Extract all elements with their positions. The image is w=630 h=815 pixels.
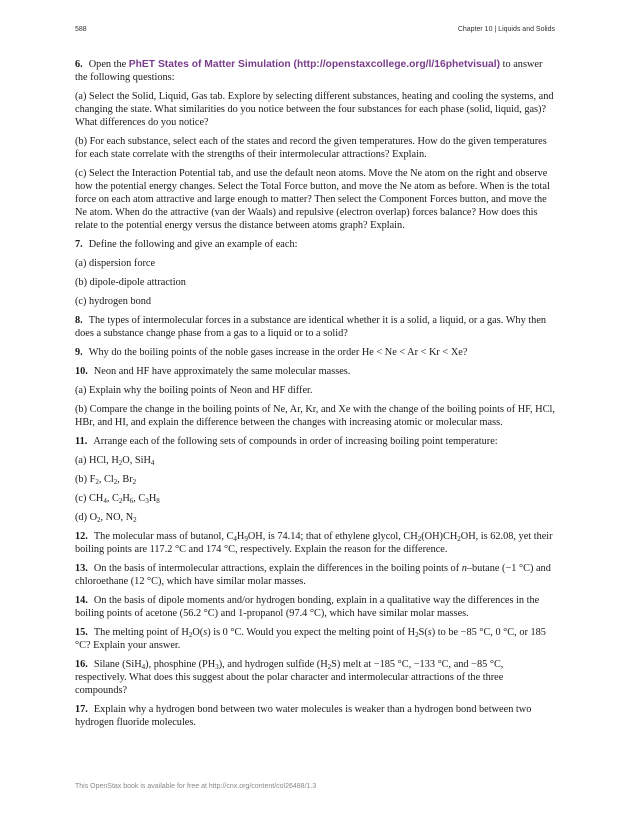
question-10: 10. Neon and HF have approximately the same molecular masses. bbox=[75, 366, 351, 377]
question-6b: (b) For each substance, select each of the states and record the given temperatures. How do the given temperatures for each state correlate with the strengths of their intermolecular attractions? Explain. bbox=[75, 136, 547, 160]
question-number: 17. bbox=[75, 704, 88, 715]
question-number: 12. bbox=[75, 531, 88, 542]
question-number: 6. bbox=[75, 59, 83, 70]
question-number: 9. bbox=[75, 347, 83, 358]
page-footer: This OpenStax book is available for free at http://cnx.org/content/col26488/1.3 bbox=[75, 783, 317, 790]
question-15: 15. The melting point of $H_2O(s)$ is 0 °C. Would you expect the melting point of $H_2S(s)$ to be −85 °C, 0 °C, or 185 °C? Explain your answer. bbox=[75, 627, 546, 651]
question-7c: (c) hydrogen bond bbox=[75, 296, 152, 307]
question-6c: (c) Select the Interaction Potential tab, and use the default neon atoms. Move the Ne atom on the right and observe how the potential energy changes. Select the Total Force button, and move the Ne atom as before. When is the total force on each atom attractive and large enough to matter? Then select the Component Forces button, and move the Ne atom. When do the attractive (van der Waals) and repulsive (electron overlap) forces balance? How does this relate to the potential energy versus the distance between atoms graph? Explain. bbox=[75, 168, 550, 231]
question-number: 16. bbox=[75, 659, 88, 670]
question-16: 16. Silane (SiH$_4$), phosphine $(PH_3)$, and hydrogen sulfide $(H_2S)$ melt at −185 °C, −133 °C, and −85 °C, respectively. What does this suggest about the polar character and intermolecular attractions of the three compounds? bbox=[75, 659, 504, 696]
question-11: 11. Arrange each of the following sets of compounds in order of increasing boiling point temperature: bbox=[75, 436, 498, 447]
question-number: 7. bbox=[75, 239, 83, 250]
question-11a: (a) HCl, $H_2O$, SiH$_4$ bbox=[75, 455, 155, 467]
question-6a: (a) Select the Solid, Liquid, Gas tab. Explore by selecting different substances, heating and cooling the systems, and changing the state. What similarities do you notice between the four substances for each phase (solid, liquid, gas)? What differences do you notice? bbox=[75, 91, 554, 128]
question-6: 6. Open the PhET States of Matter Simulation (http://openstaxcollege.org/l/16phetvisual) to answer the following questions: bbox=[75, 59, 543, 83]
question-13: 13. On the basis of intermolecular attractions, explain the differences in the boiling points of n–butane (−1 °C) and chloroethane (12 °C), which have similar molar masses. bbox=[75, 563, 551, 587]
exercise-list bbox=[75, 58, 556, 735]
question-12: 12. The molecular mass of butanol, $C_4H_9OH$, is 74.14; that of ethylene glycol, $CH_2(OH)CH_2OH$, is 62.08, yet their boiling points are 117.2 °C and 174 °C, respectively. Explain the reason for the difference. bbox=[75, 531, 553, 555]
question-number: 10. bbox=[75, 366, 88, 377]
question-number: 11. bbox=[75, 436, 88, 447]
question-11d: (d) $O_2$, NO, $N_2$ bbox=[75, 512, 137, 524]
question-10a: (a) Explain why the boiling points of Neon and HF differ. bbox=[75, 385, 313, 396]
phet-simulation-link[interactable]: PhET States of Matter Simulation (http://openstaxcollege.org/l/16phetvisual) bbox=[128, 59, 501, 70]
question-9: 9. Why do the boiling points of the noble gases increase in the order He < Ne < Ar < Kr < Xe? bbox=[75, 347, 468, 358]
question-7b: (b) dipole-dipole attraction bbox=[75, 277, 186, 288]
question-number: 8. bbox=[75, 315, 83, 326]
question-17: 17. Explain why a hydrogen bond between two water molecules is weaker than a hydrogen bond between two hydrogen fluoride molecules. bbox=[75, 704, 532, 728]
page-number: 588 bbox=[75, 26, 87, 33]
question-number: 13. bbox=[75, 563, 88, 574]
question-7: 7. Define the following and give an example of each: bbox=[75, 239, 298, 250]
question-11b: (b) $F_2$, $Cl_2$, $Br_2$ bbox=[75, 474, 137, 486]
question-7a: (a) dispersion force bbox=[75, 258, 156, 269]
question-8: 8. The types of intermolecular forces in a substance are identical whether it is a solid, a liquid, or a gas. Why then does a substance change phase from a gas to a liquid or to a solid? bbox=[75, 315, 547, 339]
question-number: 15. bbox=[75, 627, 88, 638]
question-number: 14. bbox=[75, 595, 88, 606]
question-10b: (b) Compare the change in the boiling points of Ne, Ar, Kr, and Xe with the change of the boiling points of HF, HCl, HBr, and HI, and explain the difference between the changes with increasing atomic or molecular mass. bbox=[75, 404, 555, 428]
question-14: 14. On the basis of dipole moments and/or hydrogen bonding, explain in a qualitative way the differences in the boiling points of acetone (56.2 °C) and 1-propanol (97.4 °C), which have similar molar masses. bbox=[75, 595, 540, 619]
chapter-header: Chapter 10 | Liquids and Solids bbox=[457, 26, 555, 33]
question-11c: (c) $CH_4$, $C_2H_6$, $C_3H_8$ bbox=[75, 493, 160, 505]
